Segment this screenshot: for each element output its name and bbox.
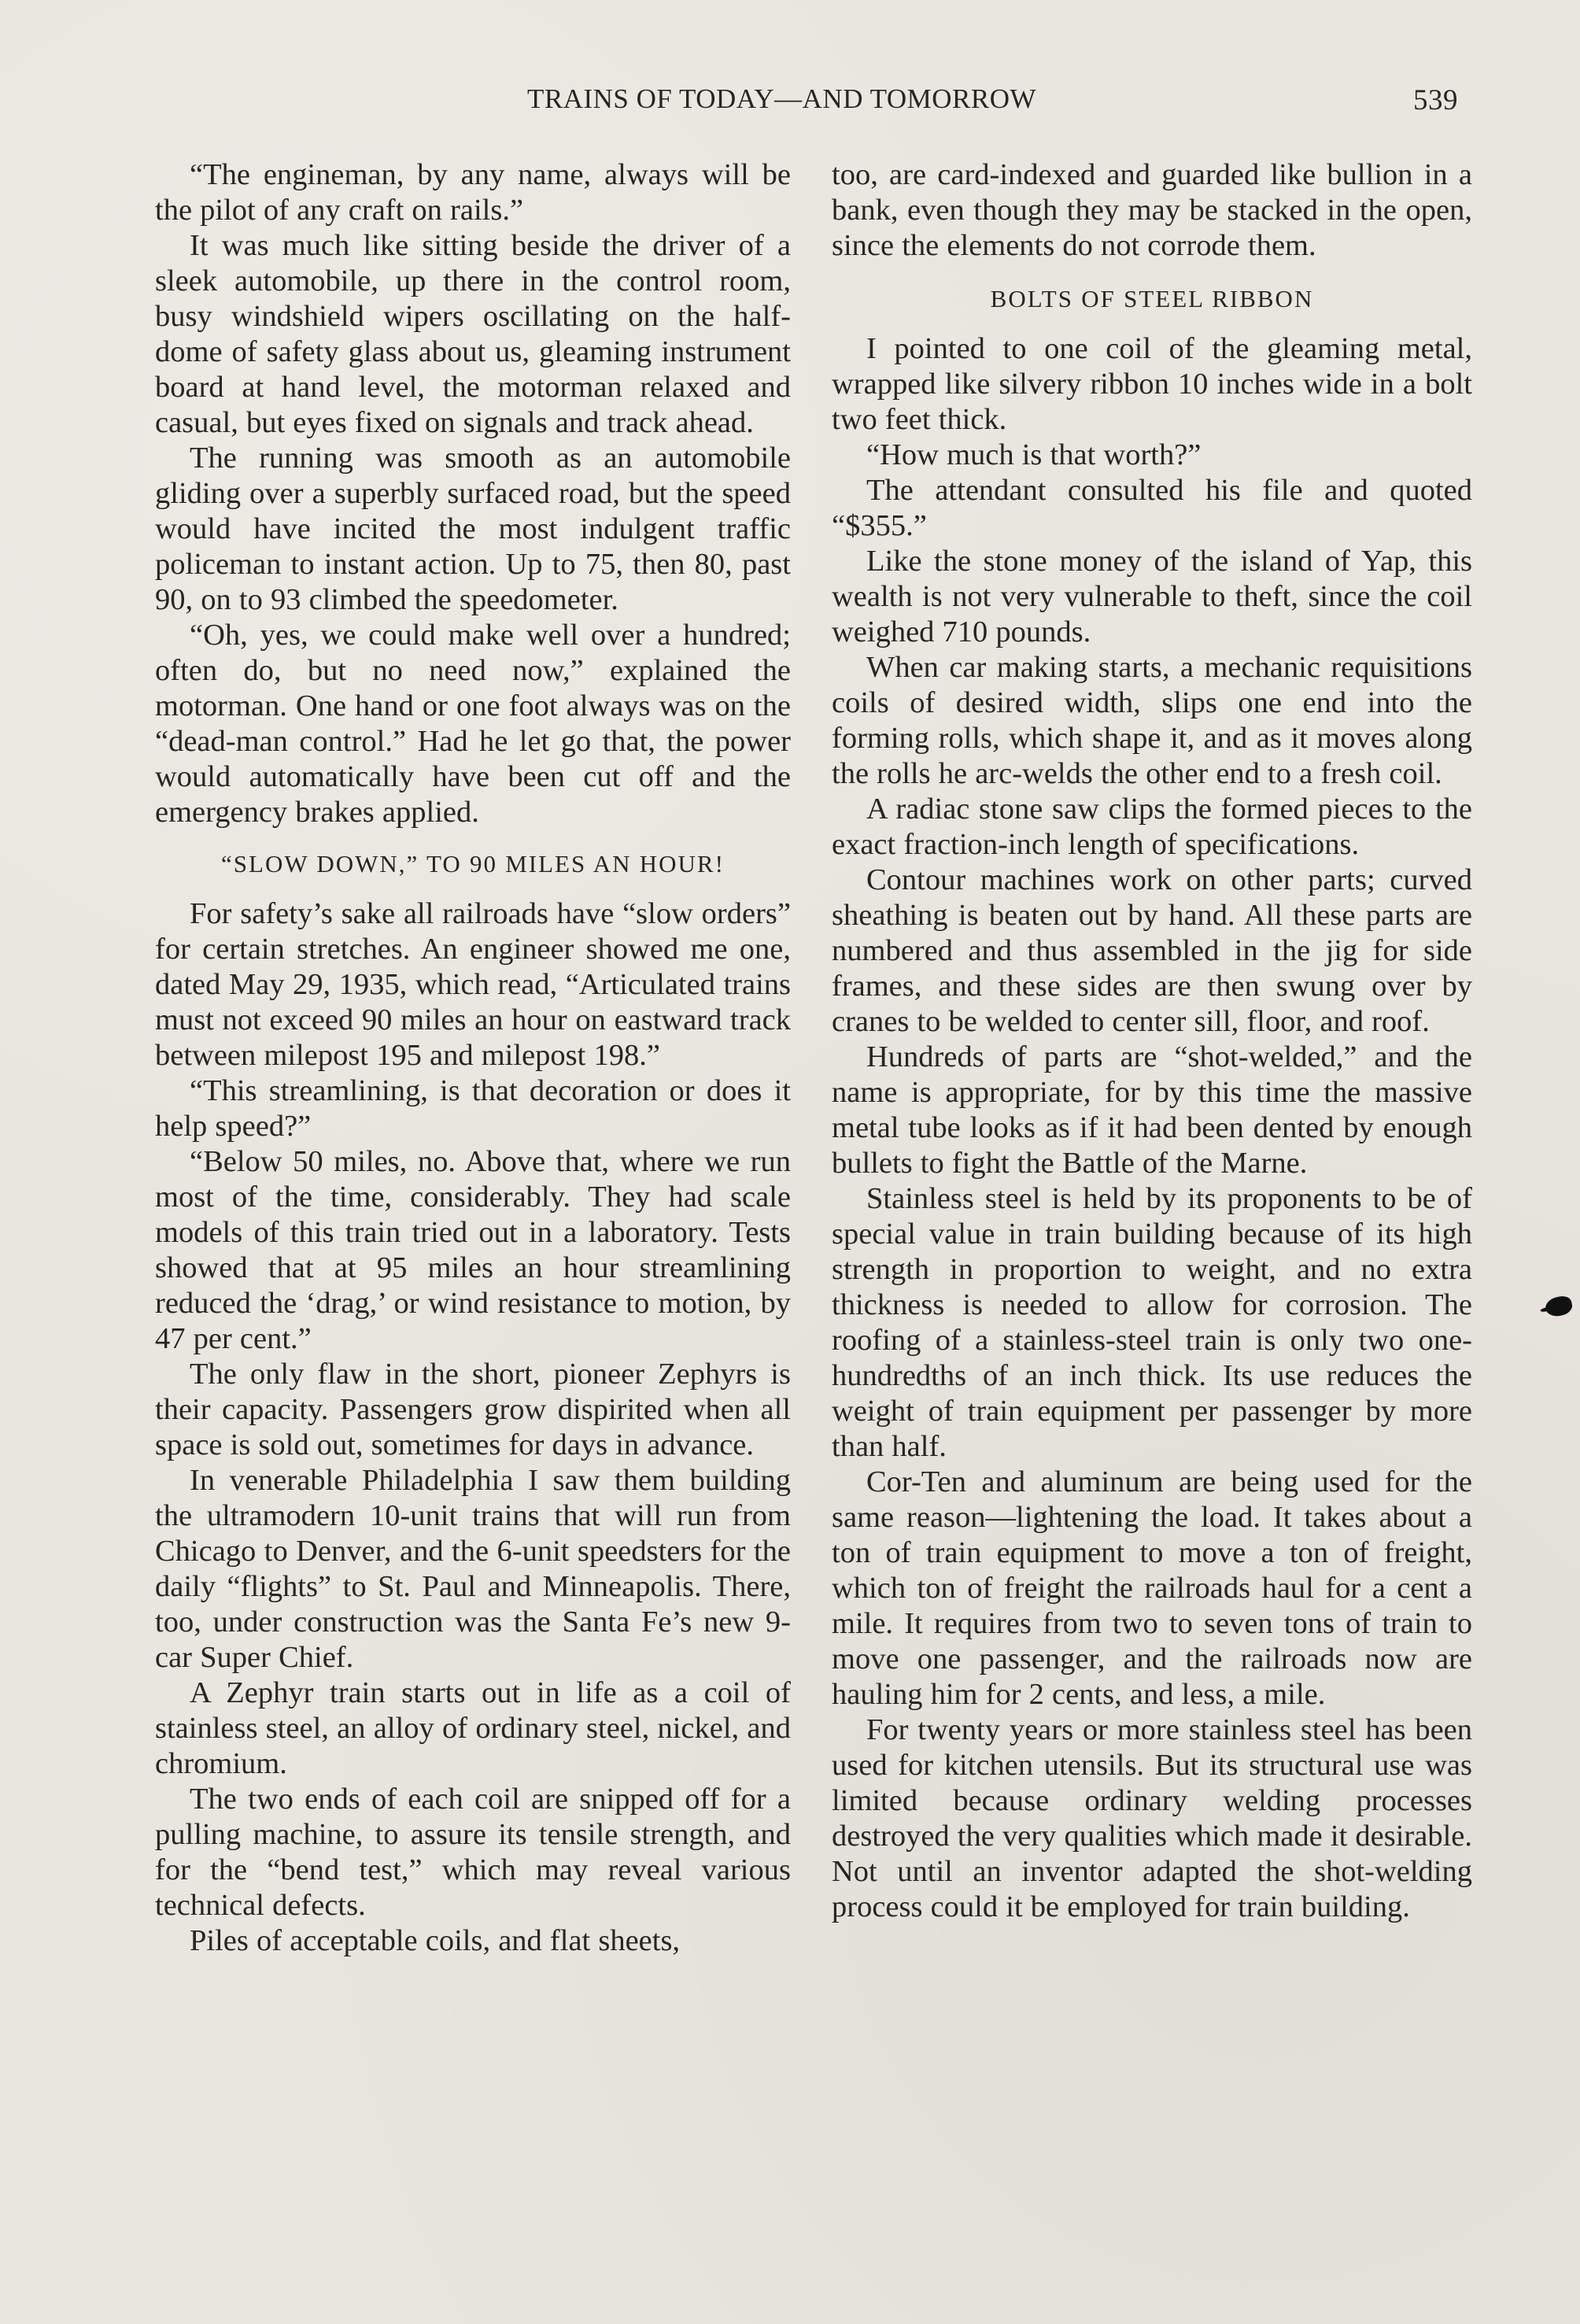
right-paragraph: Hundreds of parts are “shot-welded,” and the name is appropriate, for by this time the massive metal tube looks as if it had been dented by enough bullets to fight the Battle of the Marne. [832,1040,1472,1180]
right-paragraph: “How much is that worth?” [866,438,1202,471]
left-paragraph: The only flaw in the short, pioneer Zephyrs is their capacity. Passengers grow dispirited when all space is sold out, sometimes for days in advance. [155,1358,791,1461]
left-paragraph: “The engineman, by any name, always will be the pilot of any craft on rails.” [155,158,791,227]
right-paragraph: The attendant consulted his file and quoted “$355.” [832,474,1472,542]
left-paragraph: In venerable Philadelphia I saw them building the ultramodern 10-unit trains that will run from Chicago to Denver, and the 6-unit speedsters for the daily “flights” to St. Paul and Minneapolis. There, too, under construction was the Santa Fe’s new 9-car Super Chief. [155,1464,791,1674]
right-paragraph: A radiac stone saw clips the formed pieces to the exact fraction-inch length of specifications. [832,793,1472,861]
left-paragraph: The running was smooth as an automobile gliding over a superbly surfaced road, but the speed would have incited the most indulgent traffic policeman to instant action. Up to 75, then 80, past 90, on to 93 climbed the speedometer. [155,442,791,616]
left-paragraph: A Zephyr train starts out in life as a coil of stainless steel, an alloy of ordinary steel, nickel, and chromium. [155,1676,791,1780]
right-paragraph: Cor-Ten and aluminum are being used for the same reason—lightening the load. It takes about a ton of train equipment to move a ton of freight, which ton of freight the railroads haul for a cent a mile. It requires from two to seven tons of train to move one passenger, and the railroads now are hauling him for 2 cents, and less, a mile. [832,1465,1472,1711]
right-paragraph: Stainless steel is held by its proponents to be of special value in train building because of its high strength in proportion to weight, and no extra thickness is needed to allow for corrosion. The roofing of a stainless-steel train is only two one-hundredths of an inch thick. Its use reduces the weight of train equipment per passenger by more than half. [832,1182,1472,1463]
section-subheading: “SLOW DOWN,” TO 90 MILES AN HOUR! [221,850,725,878]
right-paragraph: When car making starts, a mechanic requisitions coils of desired width, slips one end into the forming rolls, which shape it, and as it moves along the rolls he arc-welds the other end to a fresh coil. [832,651,1472,790]
right-paragraph: Like the stone money of the island of Yap, this wealth is not very vulnerable to theft, since the coil weighed 710 pounds. [832,545,1472,648]
right-text-column [832,157,1472,1925]
left-paragraph: It was much like sitting beside the driver of a sleek automobile, up there in the control room, busy windshield wipers oscillating on the half-dome of safety glass about us, gleaming instrument board at hand level, the motorman relaxed and casual, but eyes fixed on signals and track ahead. [155,229,791,439]
left-paragraph: “Below 50 miles, no. Above that, where we run most of the time, considerably. They had scale models of this train tried out in a laboratory. Tests showed that at 95 miles an hour streamlining reduced the ‘drag,’ or wind resistance to motion, by 47 per cent.” [155,1145,791,1355]
running-head [0,83,1580,121]
continued-paragraph: too, are card-indexed and guarded like bullion in a bank, even though they may be stacked in the open, since the elements do not corrode them. [832,158,1472,262]
section-subheading: BOLTS OF STEEL RIBBON [990,285,1314,312]
left-paragraph: “This streamlining, is that decoration or does it help speed?” [155,1074,791,1143]
left-text-column [155,157,791,1959]
ink-blot-mark [1544,1295,1574,1319]
right-paragraph: I pointed to one coil of the gleaming metal, wrapped like silvery ribbon 10 inches wide in a bolt two feet thick. [832,332,1472,436]
left-paragraph: The two ends of each coil are snipped off for a pulling machine, to assure its tensile strength, and for the “bend test,” which may reveal various technical defects. [155,1783,791,1922]
right-paragraph: For twenty years or more stainless steel has been used for kitchen utensils. But its structural use was limited because ordinary welding processes destroyed the very qualities which made it desirable. Not until an inventor adapted the shot-welding process could it be employed for train building. [832,1713,1472,1923]
page-number: 539 [1413,84,1458,116]
left-paragraph: “Oh, yes, we could make well over a hundred; often do, but no need now,” explained the motorman. One hand or one foot always was on the “dead-man control.” Had he let go that, the power would automatically have been cut off and the emergency brakes applied. [155,619,791,829]
running-title: TRAINS OF TODAY—AND TOMORROW [527,83,1037,114]
left-paragraph: For safety’s sake all railroads have “slow orders” for certain stretches. An engineer showed me one, dated May 29, 1935, which read, “Articulated trains must not exceed 90 miles an hour on eastward track between milepost 195 and milepost 198.” [155,897,791,1072]
right-paragraph: Contour machines work on other parts; curved sheathing is beaten out by hand. All these parts are numbered and thus assembled in the jig for side frames, and these sides are then swung over by cranes to be welded to center sill, floor, and roof. [832,863,1472,1038]
left-paragraph: Piles of acceptable coils, and flat sheets, [190,1924,681,1957]
